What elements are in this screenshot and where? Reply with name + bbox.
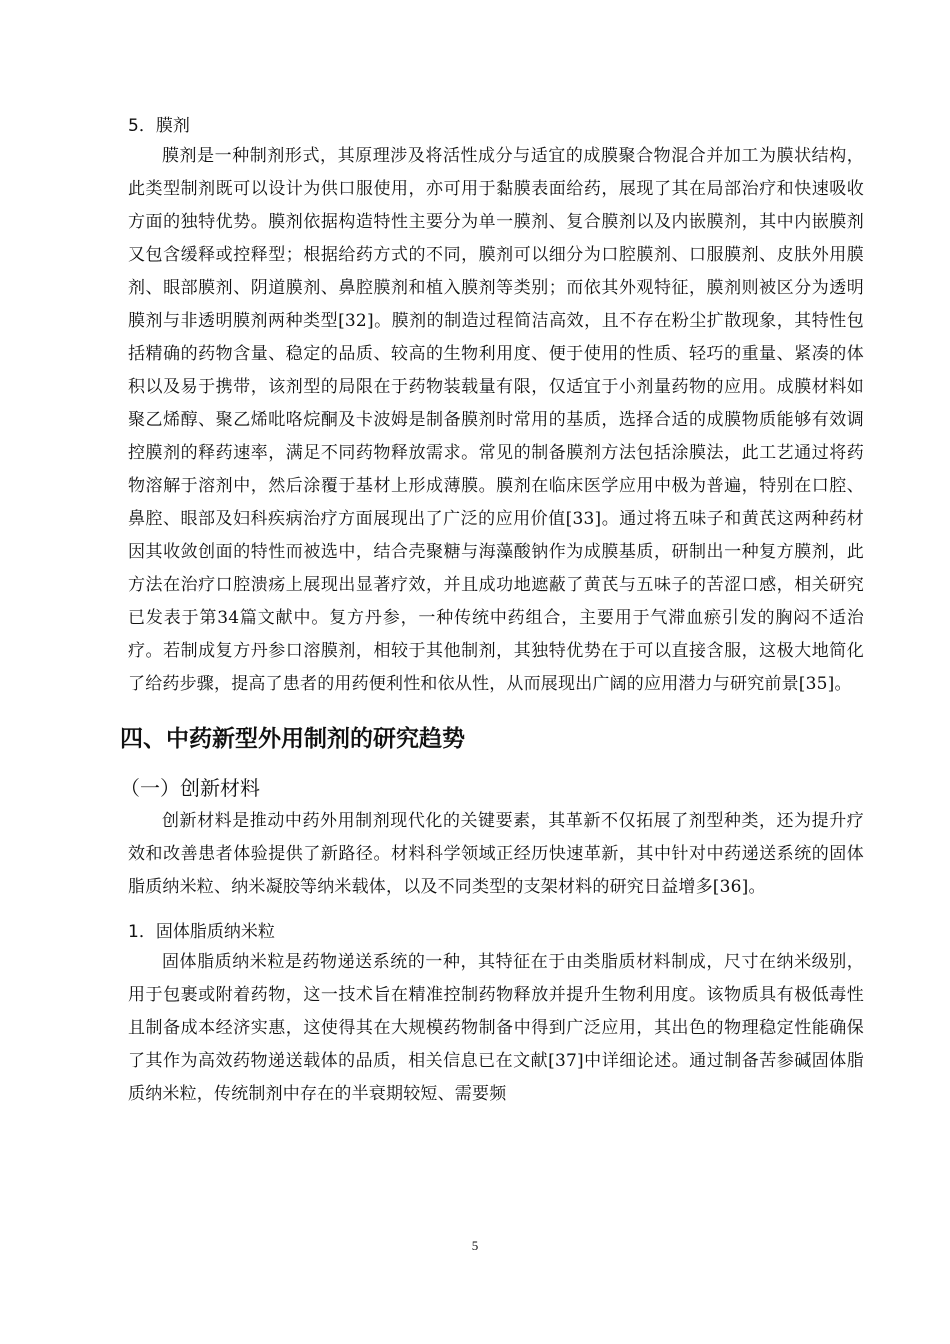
subsection-heading-innovative-materials: （一）创新材料 [120, 776, 260, 800]
paragraph-innovative-materials: 创新材料是推动中药外用制剂现代化的关键要素，其革新不仅拓展了剂型种类，还为提升疗效和改善患者体验提供了新路径。材料科学领域正经历快速革新，其中针对中药递送系统的固体脂质纳米粒、纳米凝胶等纳米载体，以及不同类型的支架材料的研究日益增多[36]。 [128, 811, 864, 897]
subheading-membrane-agents: 5．膜剂 [128, 116, 190, 136]
subheading-solid-lipid-nanoparticles: 1．固体脂质纳米粒 [128, 922, 275, 942]
page-content [120, 112, 864, 1111]
paragraph-solid-lipid-nanoparticles: 固体脂质纳米粒是药物递送系统的一种，其特征在于由类脂质材料制成，尺寸在纳米级别，用于包裹或附着药物，这一技术旨在精准控制药物释放并提升生物利用度。该物质具有极低毒性且制备成本经济实惠，这使得其在大规模药物制备中得到广泛应用，其出色的物理稳定性能确保了其作为高效药物递送载体的品质，相关信息已在文献[37]中详细论述。通过制备苦参碱固体脂质纳米粒，传统制剂中存在的半衰期较短、需要频 [128, 952, 864, 1104]
section-heading-research-trends: 四、中药新型外用制剂的研究趋势 [120, 726, 465, 752]
page-number: 5 [471, 1238, 479, 1253]
paragraph-membrane-agents: 膜剂是一种制剂形式，其原理涉及将活性成分与适宜的成膜聚合物混合并加工为膜状结构，此类型制剂既可以设计为供口服使用，亦可用于黏膜表面给药，展现了其在局部治疗和快速吸收方面的独特优势。膜剂依据构造特性主要分为单一膜剂、复合膜剂以及内嵌膜剂，其中内嵌膜剂又包含缓释或控释型；根据给药方式的不同，膜剂可以细分为口腔膜剂、口服膜剂、皮肤外用膜剂、眼部膜剂、阴道膜剂、鼻腔膜剂和植入膜剂等类别；而依其外观特征，膜剂则被区分为透明膜剂与非透明膜剂两种类型[32]。膜剂的制造过程简洁高效，且不存在粉尘扩散现象，其特性包括精确的药物含量、稳定的品质、较高的生物利用度、便于使用的性质、轻巧的重量、紧凑的体积以及易于携带，该剂型的局限在于药物装载量有限，仅适宜于小剂量药物的应用。成膜材料如聚乙烯醇、聚乙烯吡咯烷酮及卡波姆是制备膜剂时常用的基质，选择合适的成膜物质能够有效调控膜剂的释药速率，满足不同药物释放需求。常见的制备膜剂方法包括涂膜法，此工艺通过将药物溶解于溶剂中，然后涂覆于基材上形成薄膜。膜剂在临床医学应用中极为普遍，特别在口腔、鼻腔、眼部及妇科疾病治疗方面展现出了广泛的应用价值[33]。通过将五味子和黄芪这两种药材因其收敛创面的特性而被选中，结合壳聚糖与海藻酸钠作为成膜基质，研制出一种复方膜剂，此方法在治疗口腔溃疡上展现出显著疗效，并且成功地遮蔽了黄芪与五味子的苦涩口感，相关研究已发表于第34篇文献中。复方丹参，一种传统中药组合，主要用于气滞血瘀引发的胸闷不适治疗。若制成复方丹参口溶膜剂，相较于其他制剂，其独特优势在于可以直接含服，这极大地简化了给药步骤，提高了患者的用药便利性和依从性，从而展现出广阔的应用潜力与研究前景[35]。 [128, 146, 864, 694]
